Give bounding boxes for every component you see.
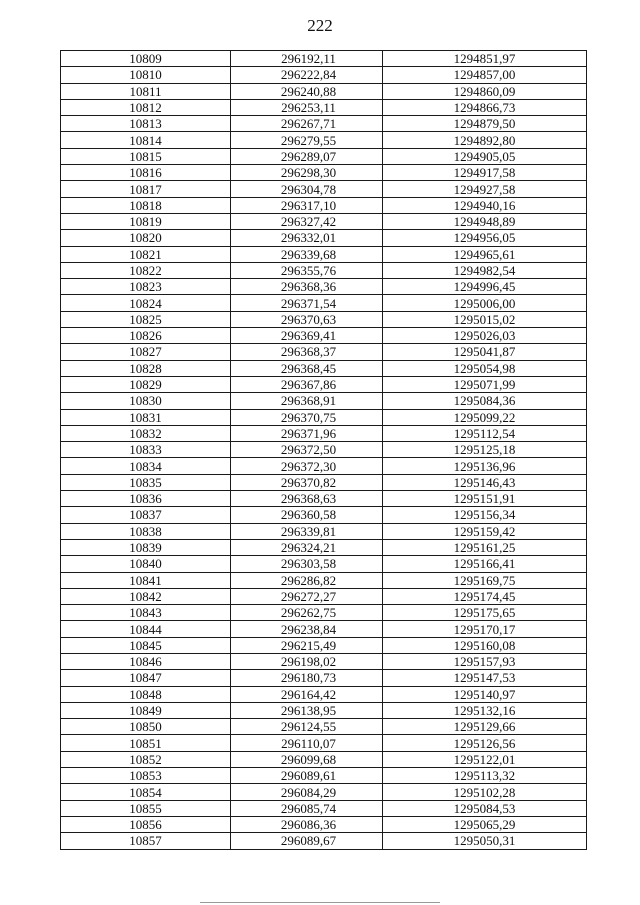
x-coordinate-cell: 296089,61 (231, 768, 383, 784)
x-coordinate-cell: 296298,30 (231, 165, 383, 181)
point-number-cell: 10851 (61, 735, 231, 751)
point-number-cell: 10843 (61, 605, 231, 621)
point-number-cell: 10821 (61, 246, 231, 262)
y-coordinate-cell: 1295151,91 (383, 491, 587, 507)
table-row (61, 605, 587, 621)
table-row (61, 51, 587, 67)
x-coordinate-cell: 296324,21 (231, 539, 383, 555)
point-number-cell: 10826 (61, 328, 231, 344)
table-row (61, 507, 587, 523)
coordinates-table (60, 50, 587, 850)
x-coordinate-cell: 296267,71 (231, 116, 383, 132)
table-row (61, 230, 587, 246)
point-number-cell: 10854 (61, 784, 231, 800)
point-number-cell: 10846 (61, 653, 231, 669)
point-number-cell: 10823 (61, 279, 231, 295)
y-coordinate-cell: 1295147,53 (383, 670, 587, 686)
x-coordinate-cell: 296371,54 (231, 295, 383, 311)
point-number-cell: 10853 (61, 768, 231, 784)
x-coordinate-cell: 296360,58 (231, 507, 383, 523)
table-row (61, 588, 587, 604)
table-row (61, 181, 587, 197)
y-coordinate-cell: 1295160,08 (383, 637, 587, 653)
table-row (61, 409, 587, 425)
y-coordinate-cell: 1295102,28 (383, 784, 587, 800)
table-row (61, 295, 587, 311)
y-coordinate-cell: 1295122,01 (383, 751, 587, 767)
point-number-cell: 10828 (61, 360, 231, 376)
x-coordinate-cell: 296138,95 (231, 702, 383, 718)
x-coordinate-cell: 296180,73 (231, 670, 383, 686)
y-coordinate-cell: 1294982,54 (383, 262, 587, 278)
point-number-cell: 10856 (61, 816, 231, 832)
table-row (61, 99, 587, 115)
x-coordinate-cell: 296368,63 (231, 491, 383, 507)
point-number-cell: 10838 (61, 523, 231, 539)
y-coordinate-cell: 1295015,02 (383, 311, 587, 327)
y-coordinate-cell: 1295065,29 (383, 816, 587, 832)
x-coordinate-cell: 296327,42 (231, 213, 383, 229)
point-number-cell: 10847 (61, 670, 231, 686)
x-coordinate-cell: 296369,41 (231, 328, 383, 344)
point-number-cell: 10842 (61, 588, 231, 604)
table-row (61, 800, 587, 816)
table-row (61, 719, 587, 735)
y-coordinate-cell: 1295099,22 (383, 409, 587, 425)
table-row (61, 116, 587, 132)
x-coordinate-cell: 296368,36 (231, 279, 383, 295)
x-coordinate-cell: 296086,36 (231, 816, 383, 832)
table-body (61, 51, 587, 850)
table-row (61, 197, 587, 213)
point-number-cell: 10829 (61, 376, 231, 392)
x-coordinate-cell: 296085,74 (231, 800, 383, 816)
table-row (61, 376, 587, 392)
table-row (61, 67, 587, 83)
y-coordinate-cell: 1295169,75 (383, 572, 587, 588)
table-row (61, 491, 587, 507)
x-coordinate-cell: 296099,68 (231, 751, 383, 767)
table-row (61, 768, 587, 784)
y-coordinate-cell: 1295136,96 (383, 458, 587, 474)
x-coordinate-cell: 296368,37 (231, 344, 383, 360)
point-number-cell: 10832 (61, 425, 231, 441)
point-number-cell: 10830 (61, 393, 231, 409)
x-coordinate-cell: 296332,01 (231, 230, 383, 246)
x-coordinate-cell: 296339,81 (231, 523, 383, 539)
point-number-cell: 10848 (61, 686, 231, 702)
x-coordinate-cell: 296370,63 (231, 311, 383, 327)
y-coordinate-cell: 1295146,43 (383, 474, 587, 490)
point-number-cell: 10839 (61, 539, 231, 555)
point-number-cell: 10850 (61, 719, 231, 735)
point-number-cell: 10845 (61, 637, 231, 653)
y-coordinate-cell: 1295156,34 (383, 507, 587, 523)
x-coordinate-cell: 296198,02 (231, 653, 383, 669)
x-coordinate-cell: 296084,29 (231, 784, 383, 800)
page-number: 222 (307, 16, 333, 35)
table-row (61, 393, 587, 409)
x-coordinate-cell: 296303,58 (231, 556, 383, 572)
table-row (61, 735, 587, 751)
y-coordinate-cell: 1295170,17 (383, 621, 587, 637)
x-coordinate-cell: 296367,86 (231, 376, 383, 392)
x-coordinate-cell: 296164,42 (231, 686, 383, 702)
table-row (61, 686, 587, 702)
point-number-cell: 10834 (61, 458, 231, 474)
table-row (61, 425, 587, 441)
y-coordinate-cell: 1295157,93 (383, 653, 587, 669)
y-coordinate-cell: 1295129,66 (383, 719, 587, 735)
point-number-cell: 10812 (61, 99, 231, 115)
table-row (61, 246, 587, 262)
table-row (61, 784, 587, 800)
table-row (61, 360, 587, 376)
x-coordinate-cell: 296317,10 (231, 197, 383, 213)
x-coordinate-cell: 296289,07 (231, 148, 383, 164)
point-number-cell: 10837 (61, 507, 231, 523)
x-coordinate-cell: 296370,75 (231, 409, 383, 425)
table-row (61, 165, 587, 181)
point-number-cell: 10810 (61, 67, 231, 83)
y-coordinate-cell: 1295125,18 (383, 442, 587, 458)
point-number-cell: 10825 (61, 311, 231, 327)
point-number-cell: 10822 (61, 262, 231, 278)
y-coordinate-cell: 1295071,99 (383, 376, 587, 392)
point-number-cell: 10857 (61, 833, 231, 849)
y-coordinate-cell: 1295161,25 (383, 539, 587, 555)
table-row (61, 833, 587, 849)
point-number-cell: 10817 (61, 181, 231, 197)
table-row (61, 637, 587, 653)
y-coordinate-cell: 1295140,97 (383, 686, 587, 702)
table-row (61, 328, 587, 344)
table-row (61, 539, 587, 555)
x-coordinate-cell: 296304,78 (231, 181, 383, 197)
point-number-cell: 10835 (61, 474, 231, 490)
y-coordinate-cell: 1295050,31 (383, 833, 587, 849)
x-coordinate-cell: 296355,76 (231, 262, 383, 278)
y-coordinate-cell: 1295132,16 (383, 702, 587, 718)
y-coordinate-cell: 1295084,36 (383, 393, 587, 409)
x-coordinate-cell: 296286,82 (231, 572, 383, 588)
x-coordinate-cell: 296372,30 (231, 458, 383, 474)
table-row (61, 621, 587, 637)
x-coordinate-cell: 296372,50 (231, 442, 383, 458)
x-coordinate-cell: 296110,07 (231, 735, 383, 751)
table-row (61, 311, 587, 327)
y-coordinate-cell: 1295112,54 (383, 425, 587, 441)
y-coordinate-cell: 1295113,32 (383, 768, 587, 784)
y-coordinate-cell: 1294857,00 (383, 67, 587, 83)
point-number-cell: 10819 (61, 213, 231, 229)
table-row (61, 816, 587, 832)
point-number-cell: 10855 (61, 800, 231, 816)
point-number-cell: 10836 (61, 491, 231, 507)
x-coordinate-cell: 296368,45 (231, 360, 383, 376)
table-row (61, 83, 587, 99)
point-number-cell: 10824 (61, 295, 231, 311)
y-coordinate-cell: 1295126,56 (383, 735, 587, 751)
y-coordinate-cell: 1294940,16 (383, 197, 587, 213)
point-number-cell: 10815 (61, 148, 231, 164)
x-coordinate-cell: 296371,96 (231, 425, 383, 441)
point-number-cell: 10840 (61, 556, 231, 572)
y-coordinate-cell: 1294905,05 (383, 148, 587, 164)
x-coordinate-cell: 296272,27 (231, 588, 383, 604)
table-row (61, 751, 587, 767)
point-number-cell: 10827 (61, 344, 231, 360)
point-number-cell: 10833 (61, 442, 231, 458)
y-coordinate-cell: 1294956,05 (383, 230, 587, 246)
y-coordinate-cell: 1295041,87 (383, 344, 587, 360)
y-coordinate-cell: 1295166,41 (383, 556, 587, 572)
table-row (61, 702, 587, 718)
table-row (61, 213, 587, 229)
table-row (61, 148, 587, 164)
x-coordinate-cell: 296370,82 (231, 474, 383, 490)
table-row (61, 523, 587, 539)
y-coordinate-cell: 1295054,98 (383, 360, 587, 376)
x-coordinate-cell: 296368,91 (231, 393, 383, 409)
table-row (61, 653, 587, 669)
y-coordinate-cell: 1294879,50 (383, 116, 587, 132)
y-coordinate-cell: 1295026,03 (383, 328, 587, 344)
x-coordinate-cell: 296240,88 (231, 83, 383, 99)
y-coordinate-cell: 1295006,00 (383, 295, 587, 311)
y-coordinate-cell: 1295174,45 (383, 588, 587, 604)
table-row (61, 442, 587, 458)
x-coordinate-cell: 296124,55 (231, 719, 383, 735)
y-coordinate-cell: 1294927,58 (383, 181, 587, 197)
point-number-cell: 10811 (61, 83, 231, 99)
bottom-rule (200, 902, 440, 903)
table-row (61, 572, 587, 588)
x-coordinate-cell: 296238,84 (231, 621, 383, 637)
x-coordinate-cell: 296089,67 (231, 833, 383, 849)
point-number-cell: 10831 (61, 409, 231, 425)
y-coordinate-cell: 1295159,42 (383, 523, 587, 539)
x-coordinate-cell: 296253,11 (231, 99, 383, 115)
y-coordinate-cell: 1294917,58 (383, 165, 587, 181)
x-coordinate-cell: 296262,75 (231, 605, 383, 621)
point-number-cell: 10818 (61, 197, 231, 213)
x-coordinate-cell: 296192,11 (231, 51, 383, 67)
table-row (61, 556, 587, 572)
table-row (61, 458, 587, 474)
point-number-cell: 10849 (61, 702, 231, 718)
table-row (61, 262, 587, 278)
point-number-cell: 10844 (61, 621, 231, 637)
point-number-cell: 10809 (61, 51, 231, 67)
y-coordinate-cell: 1294860,09 (383, 83, 587, 99)
x-coordinate-cell: 296215,49 (231, 637, 383, 653)
table-row (61, 279, 587, 295)
y-coordinate-cell: 1294892,80 (383, 132, 587, 148)
point-number-cell: 10841 (61, 572, 231, 588)
y-coordinate-cell: 1294851,97 (383, 51, 587, 67)
table-row (61, 670, 587, 686)
y-coordinate-cell: 1294866,73 (383, 99, 587, 115)
point-number-cell: 10820 (61, 230, 231, 246)
y-coordinate-cell: 1294948,89 (383, 213, 587, 229)
y-coordinate-cell: 1294965,61 (383, 246, 587, 262)
y-coordinate-cell: 1294996,45 (383, 279, 587, 295)
x-coordinate-cell: 296222,84 (231, 67, 383, 83)
point-number-cell: 10816 (61, 165, 231, 181)
x-coordinate-cell: 296279,55 (231, 132, 383, 148)
point-number-cell: 10813 (61, 116, 231, 132)
point-number-cell: 10852 (61, 751, 231, 767)
table-row (61, 474, 587, 490)
table-row (61, 344, 587, 360)
y-coordinate-cell: 1295175,65 (383, 605, 587, 621)
table-row (61, 132, 587, 148)
y-coordinate-cell: 1295084,53 (383, 800, 587, 816)
x-coordinate-cell: 296339,68 (231, 246, 383, 262)
point-number-cell: 10814 (61, 132, 231, 148)
